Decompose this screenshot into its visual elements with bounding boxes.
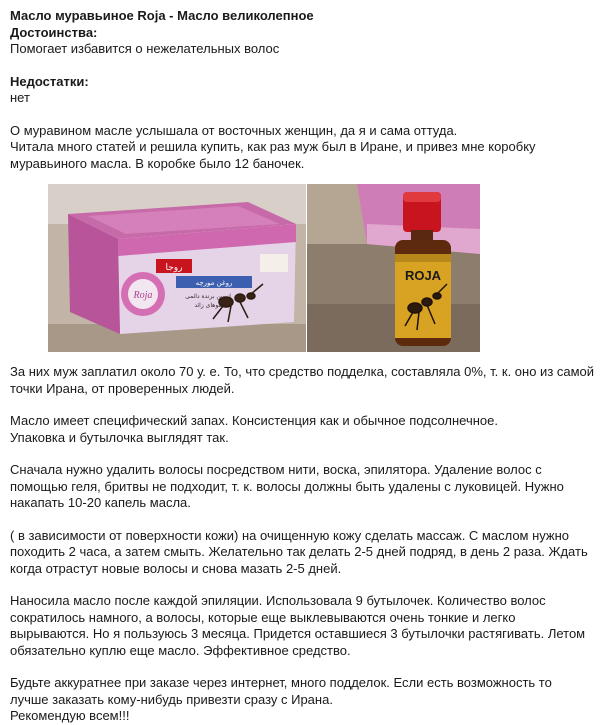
review-title: Масло муравьиное Roja - Масло великолепное (10, 8, 314, 23)
text-line: лучше заказать кому-нибудь привезти сразу с Ирана. (10, 691, 333, 707)
text-line: вырываются. Но я пользуюсь 3 месяца. Придется оставшиеся 3 бутылочки растягивать. Летом (10, 626, 586, 641)
text-line: Масло имеет специфический запах. Консистенция как и обычное подсолнечное. (10, 413, 499, 428)
text-line: походить 2 часа, а затем смыть. Желательно так делать 2-5 дней подряд, в день 2 раза. Ждать (10, 544, 588, 559)
text-line: Читала много статей и решила купить, как раз муж был в Иране, и привез мне коробку (10, 139, 536, 154)
text-line: Сначала нужно удалить волосы посредством нити, воска, эпилятора. Удаление волос с (10, 462, 542, 477)
paragraph-smell (10, 413, 590, 446)
text-line: О муравином масле услышала от восточных женщин, да я и сама оттуда. (10, 122, 458, 138)
photo-row (10, 184, 590, 354)
paragraph-massage (10, 528, 590, 578)
box-brand-label: Roja (133, 290, 153, 301)
box-label-fa-1: روغن مورچه (195, 279, 233, 287)
box-photo (48, 184, 306, 352)
text-line: обязательно куплю еще масло. Эффективное средство. (10, 642, 351, 658)
paragraph-results (10, 593, 590, 659)
box-brand-fa: روجا (165, 263, 183, 273)
cons-text: нет (10, 90, 30, 105)
paragraph-price (10, 364, 595, 397)
box-label-fa-2: از بین برنده دائمی (185, 293, 231, 300)
text-line: Будьте аккуратнее при заказе через интернет, много подделок. Если есть возможность то (10, 675, 552, 690)
text-line: накапать 10-20 капель масла. (10, 495, 191, 510)
cons-heading: Недостатки: (10, 73, 89, 89)
pros-heading: Достоинства: (10, 24, 98, 40)
text-line: сократилось намного, а волосы, которые еще выклевываются очень тонкие и легко (10, 609, 516, 625)
text-line: Рекомендую всем!!! (10, 708, 130, 723)
text-line: когда отрастут новые волосы и снова мазать 2-5 дней. (10, 560, 342, 576)
bottle-brand-label: ROJA (404, 268, 442, 283)
paragraph-usage (10, 462, 590, 512)
text-line: За них муж заплатил около 70 у. е. То, что средство подделка, составляла 0%, т. к. оно из самой (10, 364, 595, 379)
text-line: Упаковка и бутылочка выглядят так. (10, 429, 229, 445)
bottle-photo (307, 184, 480, 352)
text-line: помощью геля, бритвы не подходит, т. к. волосы должны быть удалены с луковицей. Нужно (10, 478, 564, 494)
text-line: муравьиного масла. В коробке было 12 баночек. (10, 155, 305, 171)
review-page (10, 8, 595, 725)
paragraph-intro (10, 123, 590, 173)
pros-text: Помогает избавится о нежелательных волос (10, 41, 280, 56)
box-label-fa-3: موهای زائد (194, 302, 222, 309)
text-line: ( в зависимости от поверхности кожи) на очищенную кожу сделать массаж. С маслом нужно (10, 527, 570, 543)
text-line: Наносила масло после каждой эпиляции. Использовала 9 бутылочек. Количество волос (10, 593, 546, 608)
text-line: точки Ирана, от проверенных людей. (10, 380, 235, 396)
